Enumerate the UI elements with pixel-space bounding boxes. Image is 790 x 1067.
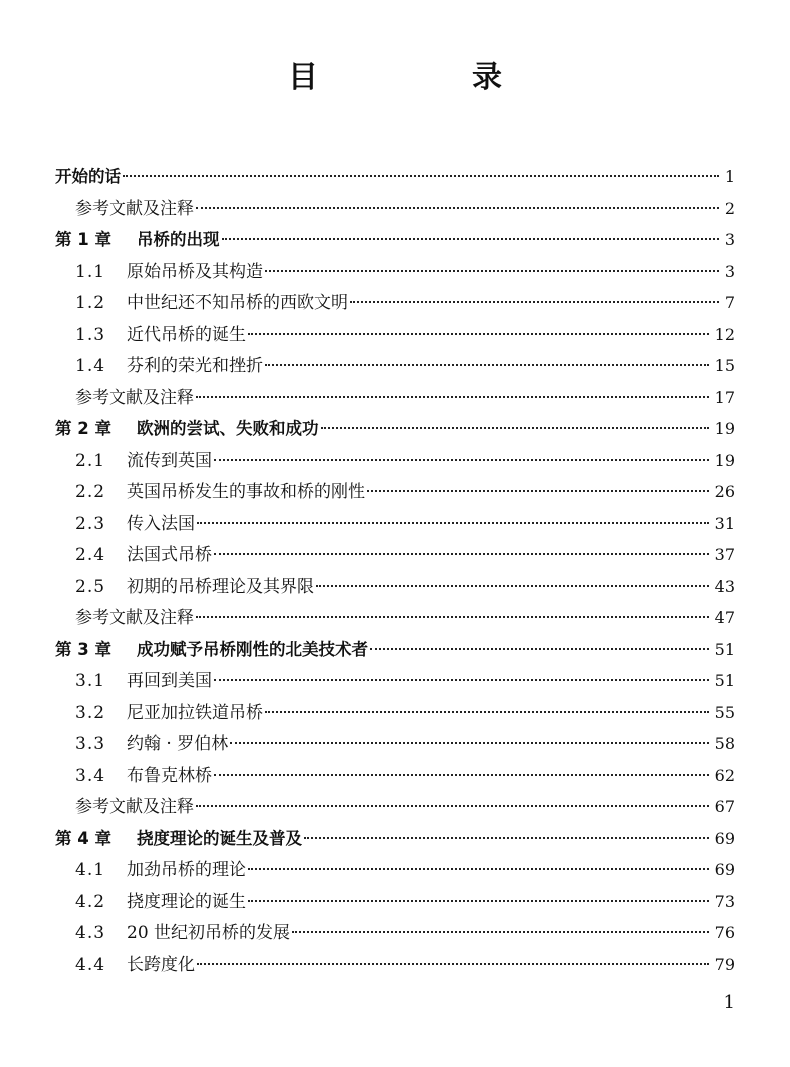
toc-entry-page: 37 xyxy=(714,545,735,564)
toc-entry-number: 1.4 xyxy=(75,356,106,376)
toc-entry-page: 58 xyxy=(714,734,735,753)
toc-entry-number: 2.4 xyxy=(75,545,106,565)
toc-entry-number: 3.4 xyxy=(75,765,106,786)
toc-chapter-entry xyxy=(55,224,735,256)
toc-entry-number: 4.4 xyxy=(75,954,106,975)
toc-entry-number: 4.3 xyxy=(75,923,106,943)
toc-entry-title: 加劲吊桥的理论 xyxy=(127,860,246,880)
toc-section-entry xyxy=(55,791,735,823)
toc-entry-page: 69 xyxy=(714,860,735,879)
dot-leader xyxy=(248,333,709,335)
dot-leader xyxy=(197,963,709,965)
dot-leader xyxy=(304,837,709,839)
dot-leader xyxy=(265,711,709,713)
toc-section-entry xyxy=(55,287,735,319)
toc-entry-number: 1.3 xyxy=(75,324,106,345)
toc-entry-page: 15 xyxy=(714,356,735,375)
toc-entry-page: 43 xyxy=(714,576,735,596)
toc-entry-title: 欧洲的尝试、失败和成功 xyxy=(137,419,319,438)
toc-entry-title: 长跨度化 xyxy=(127,954,195,975)
page-number: 1 xyxy=(723,992,735,1013)
toc-entry-number: 3.1 xyxy=(75,671,106,691)
toc-entry-number: 第 1 章 xyxy=(55,230,111,249)
toc-section-entry xyxy=(55,917,735,949)
toc-section-entry xyxy=(55,728,735,760)
toc-entry-title: 吊桥的出现 xyxy=(137,230,220,249)
dot-leader xyxy=(123,175,719,177)
toc-entry-title: 近代吊桥的诞生 xyxy=(127,324,246,345)
toc-section-entry xyxy=(55,571,735,603)
toc-chapter-entry xyxy=(55,161,735,193)
toc-entry-page: 76 xyxy=(714,923,735,942)
toc-section-entry xyxy=(55,445,735,477)
toc-entry-title: 挠度理论的诞生及普及 xyxy=(137,828,302,848)
dot-leader xyxy=(196,207,719,209)
toc-entry-title: 尼亚加拉铁道吊桥 xyxy=(127,702,263,723)
toc-entry-number: 4.2 xyxy=(75,891,106,912)
toc-entry-number: 3.2 xyxy=(75,702,106,723)
toc-section-entry xyxy=(55,602,735,634)
dot-leader xyxy=(370,648,709,650)
toc-entry-title: 英国吊桥发生的事故和桥的刚性 xyxy=(127,482,365,502)
toc-entry-number: 4.1 xyxy=(75,860,106,880)
table-of-contents xyxy=(55,161,735,980)
toc-entry-page: 51 xyxy=(714,639,735,659)
toc-entry-number: 2.1 xyxy=(75,450,106,471)
toc-entry-page: 19 xyxy=(714,419,735,438)
dot-leader xyxy=(265,364,709,366)
dot-leader xyxy=(196,396,709,398)
toc-section-entry xyxy=(55,382,735,414)
toc-chapter-entry xyxy=(55,413,735,445)
dot-leader xyxy=(197,522,709,524)
toc-entry-page: 12 xyxy=(714,324,735,344)
dot-leader xyxy=(248,900,709,902)
toc-section-entry xyxy=(55,193,735,225)
toc-entry-number: 3.3 xyxy=(75,734,106,754)
dot-leader xyxy=(292,931,709,933)
page-title: 目 录 xyxy=(288,60,564,95)
toc-entry-title: 原始吊桥及其构造 xyxy=(127,261,263,282)
dot-leader xyxy=(367,490,709,492)
toc-entry-page: 55 xyxy=(714,702,735,722)
dot-leader xyxy=(230,742,708,744)
dot-leader xyxy=(214,553,709,555)
toc-entry-title: 成功赋予吊桥刚性的北美技术者 xyxy=(137,639,368,659)
toc-entry-page: 47 xyxy=(714,608,735,627)
toc-section-entry xyxy=(55,665,735,697)
toc-entry-title: 参考文献及注释 xyxy=(75,198,194,219)
toc-entry-number: 2.5 xyxy=(75,576,106,597)
toc-entry-title: 再回到美国 xyxy=(127,671,212,691)
toc-entry-page: 73 xyxy=(714,891,735,911)
toc-entry-page: 26 xyxy=(714,482,735,501)
toc-entry-title: 参考文献及注释 xyxy=(75,387,194,408)
dot-leader xyxy=(222,238,719,240)
toc-entry-page: 79 xyxy=(714,954,735,974)
toc-entry-title: 布鲁克林桥 xyxy=(127,765,212,786)
toc-entry-page: 3 xyxy=(724,230,735,249)
toc-entry-number: 第 3 章 xyxy=(55,639,111,659)
toc-entry-number: 第 2 章 xyxy=(55,419,111,438)
toc-entry-title: 约翰 · 罗伯林 xyxy=(127,734,229,754)
dot-leader xyxy=(321,427,709,429)
toc-entry-title: 挠度理论的诞生 xyxy=(127,891,246,912)
toc-entry-title: 开始的话 xyxy=(55,167,121,186)
toc-entry-title: 参考文献及注释 xyxy=(75,797,194,817)
toc-entry-title: 芬利的荣光和挫折 xyxy=(127,356,263,376)
dot-leader xyxy=(214,459,709,461)
toc-entry-title: 流传到英国 xyxy=(127,450,212,471)
toc-entry-page: 1 xyxy=(724,167,735,186)
dot-leader xyxy=(265,270,719,272)
toc-chapter-entry xyxy=(55,634,735,666)
toc-entry-page: 51 xyxy=(714,671,735,690)
dot-leader xyxy=(196,805,709,807)
toc-entry-number: 1.1 xyxy=(75,261,106,282)
toc-section-entry xyxy=(55,350,735,382)
toc-section-entry xyxy=(55,508,735,540)
dot-leader xyxy=(196,616,709,618)
toc-section-entry xyxy=(55,319,735,351)
toc-entry-number: 2.3 xyxy=(75,513,106,534)
dot-leader xyxy=(350,301,719,303)
toc-section-entry xyxy=(55,949,735,981)
toc-entry-title: 法国式吊桥 xyxy=(127,545,212,565)
dot-leader xyxy=(316,585,709,587)
toc-entry-title: 20 世纪初吊桥的发展 xyxy=(127,923,291,943)
toc-section-entry xyxy=(55,697,735,729)
toc-entry-page: 62 xyxy=(714,765,735,785)
toc-section-entry xyxy=(55,760,735,792)
toc-chapter-entry xyxy=(55,823,735,855)
dot-leader xyxy=(214,679,709,681)
toc-entry-page: 17 xyxy=(714,387,735,407)
toc-entry-page: 2 xyxy=(724,198,735,218)
toc-entry-page: 19 xyxy=(714,450,735,470)
toc-entry-page: 69 xyxy=(714,828,735,848)
dot-leader xyxy=(214,774,709,776)
dot-leader xyxy=(248,868,709,870)
toc-section-entry xyxy=(55,476,735,508)
toc-entry-title: 中世纪还不知吊桥的西欧文明 xyxy=(127,293,348,313)
toc-entry-number: 第 4 章 xyxy=(55,828,111,848)
toc-entry-title: 参考文献及注释 xyxy=(75,608,194,628)
toc-entry-title: 传入法国 xyxy=(127,513,195,534)
toc-section-entry xyxy=(55,886,735,918)
toc-entry-page: 31 xyxy=(714,513,735,533)
toc-entry-page: 67 xyxy=(714,797,735,816)
toc-entry-page: 3 xyxy=(724,261,735,281)
toc-section-entry xyxy=(55,256,735,288)
toc-entry-title: 初期的吊桥理论及其界限 xyxy=(127,576,314,597)
toc-entry-page: 7 xyxy=(724,293,735,312)
toc-entry-number: 1.2 xyxy=(75,293,106,313)
toc-section-entry xyxy=(55,854,735,886)
toc-entry-number: 2.2 xyxy=(75,482,106,502)
toc-section-entry xyxy=(55,539,735,571)
